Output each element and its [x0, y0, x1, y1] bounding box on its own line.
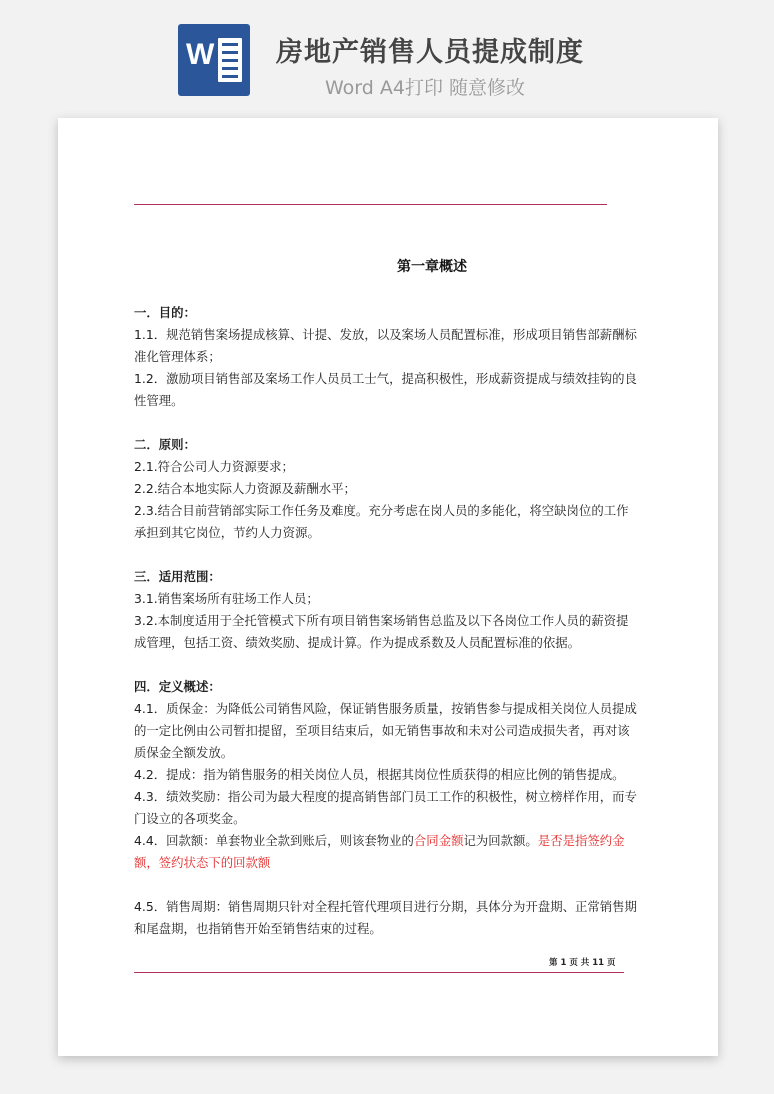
section-heading: 一．目的：	[134, 305, 196, 320]
section-heading: 二．原则：	[134, 437, 196, 452]
paragraph-text: 记为回款额。	[463, 833, 538, 848]
paragraph-text: 4.4．回款额：单套物业全款到账后，则该套物业的	[134, 833, 414, 848]
page-title: 房地产销售人员提成制度	[276, 37, 584, 68]
document-lines-icon	[218, 38, 242, 82]
header	[0, 0, 774, 110]
paragraph: 2.2.结合本地实际人力资源及薪酬水平；	[134, 481, 356, 496]
header-rule	[134, 204, 607, 205]
paragraph: 1.2．激励项目销售部及案场工作人员员工士气，提高积极性，形成薪资提成与绩效挂钩的良性管理。	[134, 371, 637, 408]
chapter-title: 第一章概述	[397, 259, 467, 275]
paragraph: 4.1．质保金：为降低公司销售风险，保证销售服务质量，按销售参与提成相关岗位人员提成的一定比例由公司暂扣提留，至项目结束后，如无销售事故和未对公司造成损失者，再对该质保金全额发放。	[134, 701, 637, 760]
review-comment: 是否是指签约金额，签约状态下的回款额	[134, 833, 625, 870]
highlighted-text: 合同金额	[413, 833, 464, 848]
paragraph: 2.3.结合目前营销部实际工作任务及难度。充分考虑在岗人员的多能化，将空缺岗位的工作承担到其它岗位，节约人力资源。	[134, 503, 629, 540]
paragraph-4-4	[134, 830, 640, 874]
page-number: 第 1 页 共 11 页	[549, 958, 616, 968]
paragraph: 4.3．绩效奖励：指公司为最大程度的提高销售部门员工工作的积极性，树立榜样作用，而专门设立的各项奖金。	[134, 789, 637, 826]
paragraph: 4.2．提成：指为销售服务的相关岗位人员，根据其岗位性质获得的相应比例的销售提成。	[134, 767, 625, 782]
paragraph: 3.2.本制度适用于全托管模式下所有项目销售案场销售总监及以下各岗位工作人员的薪资提成管理，包括工资、绩效奖励、提成计算。作为提成系数及人员配置标准的依据。	[134, 613, 629, 650]
paragraph: 4.5．销售周期：销售周期只针对全程托管代理项目进行分期，具体分为开盘期、正常销售期和尾盘期，也指销售开始至销售结束的过程。	[134, 899, 637, 936]
word-icon	[178, 24, 250, 96]
footer-rule	[134, 972, 624, 973]
paragraph: 2.1.符合公司人力资源要求；	[134, 459, 294, 474]
section-heading: 四．定义概述：	[134, 679, 221, 694]
document-body	[134, 302, 640, 940]
page-subtitle: Word A4打印 随意修改	[325, 77, 526, 99]
paragraph: 1.1．规范销售案场提成核算、计提、发放，以及案场人员配置标准，形成项目销售部薪酬标准化管理体系；	[134, 327, 637, 364]
paragraph: 3.1.销售案场所有驻场工作人员；	[134, 591, 319, 606]
section-heading: 三．适用范围：	[134, 569, 221, 584]
document-page	[58, 118, 718, 1056]
word-icon-letter: W	[186, 38, 215, 71]
